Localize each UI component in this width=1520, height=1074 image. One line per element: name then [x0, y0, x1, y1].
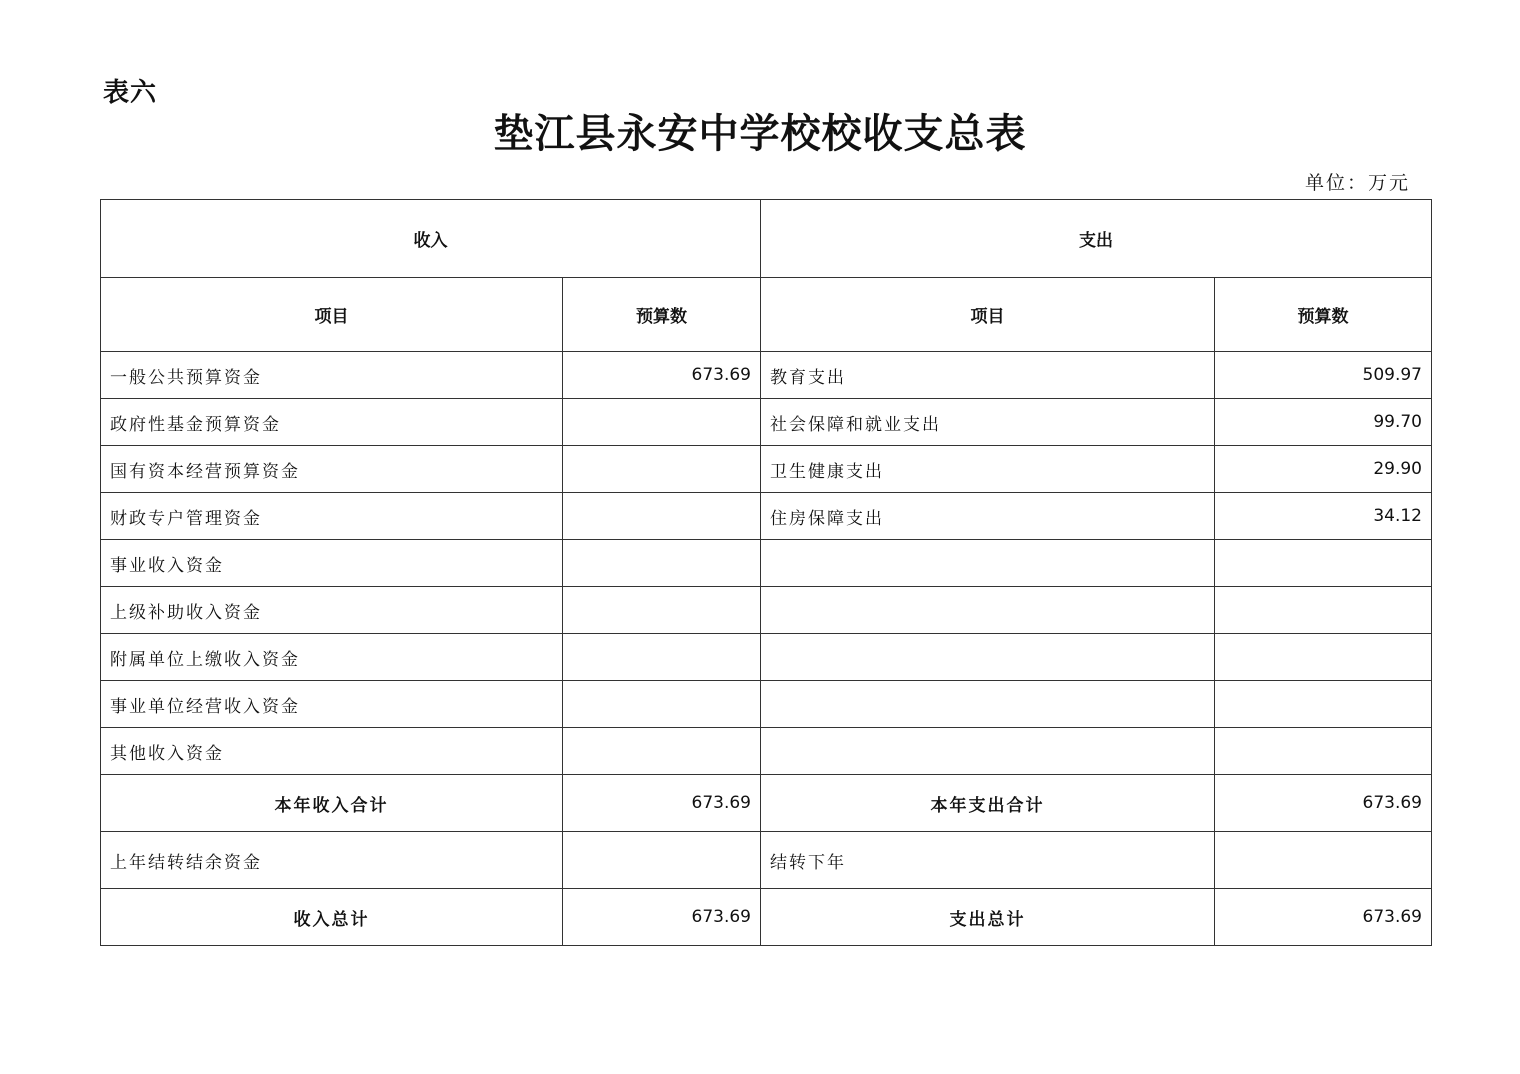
- next-year-carryover-amount: [1215, 832, 1432, 889]
- document-title: 垫江县永安中学校校收支总表: [493, 110, 1027, 157]
- year-total-row: [101, 775, 1432, 832]
- expense-amount: 29.90: [1215, 446, 1432, 493]
- income-amount: [563, 399, 761, 446]
- table-row: [101, 728, 1432, 775]
- table-row: [101, 587, 1432, 634]
- income-item: 附属单位上缴收入资金: [101, 634, 563, 681]
- expense-amount: [1215, 728, 1432, 775]
- income-item-column-header: 项目: [101, 278, 563, 352]
- income-section-heading: 收入: [101, 200, 761, 278]
- carryover-row: [101, 832, 1432, 889]
- prior-year-carryover-label: 上年结转结余资金: [101, 832, 563, 889]
- table-row: [101, 540, 1432, 587]
- table-row: [101, 634, 1432, 681]
- expense-budget-column-header: 预算数: [1215, 278, 1432, 352]
- next-year-carryover-label: 结转下年: [761, 832, 1215, 889]
- expense-item: 教育支出: [761, 352, 1215, 399]
- year-income-total-amount: 673.69: [563, 775, 761, 832]
- income-item: 事业单位经营收入资金: [101, 681, 563, 728]
- expense-item: [761, 681, 1215, 728]
- income-grand-total-amount: 673.69: [563, 889, 761, 946]
- table-row: [101, 446, 1432, 493]
- budget-summary-table: [100, 199, 1432, 946]
- grand-total-row: [101, 889, 1432, 946]
- year-income-total-label: 本年收入合计: [101, 775, 563, 832]
- unit-note: 单位：万元: [1304, 172, 1410, 194]
- year-expense-total-label: 本年支出合计: [761, 775, 1215, 832]
- expense-item: 住房保障支出: [761, 493, 1215, 540]
- expense-amount: [1215, 634, 1432, 681]
- income-item: 其他收入资金: [101, 728, 563, 775]
- income-amount: [563, 681, 761, 728]
- income-amount: [563, 634, 761, 681]
- income-amount: 673.69: [563, 352, 761, 399]
- income-budget-column-header: 预算数: [563, 278, 761, 352]
- expense-grand-total-amount: 673.69: [1215, 889, 1432, 946]
- expense-amount: [1215, 681, 1432, 728]
- table-row: [101, 493, 1432, 540]
- expense-amount: 34.12: [1215, 493, 1432, 540]
- column-header-row: [101, 278, 1432, 352]
- expense-amount: [1215, 540, 1432, 587]
- expense-amount: [1215, 587, 1432, 634]
- expense-item: [761, 634, 1215, 681]
- income-amount: [563, 493, 761, 540]
- table-row: [101, 681, 1432, 728]
- table-number-label: 表六: [103, 78, 158, 108]
- expense-grand-total-label: 支出总计: [761, 889, 1215, 946]
- expense-item: [761, 540, 1215, 587]
- income-item: 事业收入资金: [101, 540, 563, 587]
- expense-amount: 509.97: [1215, 352, 1432, 399]
- expense-item-column-header: 项目: [761, 278, 1215, 352]
- income-item: 国有资本经营预算资金: [101, 446, 563, 493]
- income-amount: [563, 446, 761, 493]
- income-amount: [563, 728, 761, 775]
- income-amount: [563, 587, 761, 634]
- table-row: [101, 399, 1432, 446]
- year-expense-total-amount: 673.69: [1215, 775, 1432, 832]
- section-header-row: [101, 200, 1432, 278]
- income-item: 上级补助收入资金: [101, 587, 563, 634]
- expense-item: [761, 728, 1215, 775]
- income-grand-total-label: 收入总计: [101, 889, 563, 946]
- income-item: 一般公共预算资金: [101, 352, 563, 399]
- income-item: 财政专户管理资金: [101, 493, 563, 540]
- prior-year-carryover-amount: [563, 832, 761, 889]
- expense-item: [761, 587, 1215, 634]
- income-amount: [563, 540, 761, 587]
- table-row: [101, 352, 1432, 399]
- expense-section-heading: 支出: [761, 200, 1432, 278]
- expense-amount: 99.70: [1215, 399, 1432, 446]
- expense-item: 社会保障和就业支出: [761, 399, 1215, 446]
- expense-item: 卫生健康支出: [761, 446, 1215, 493]
- income-item: 政府性基金预算资金: [101, 399, 563, 446]
